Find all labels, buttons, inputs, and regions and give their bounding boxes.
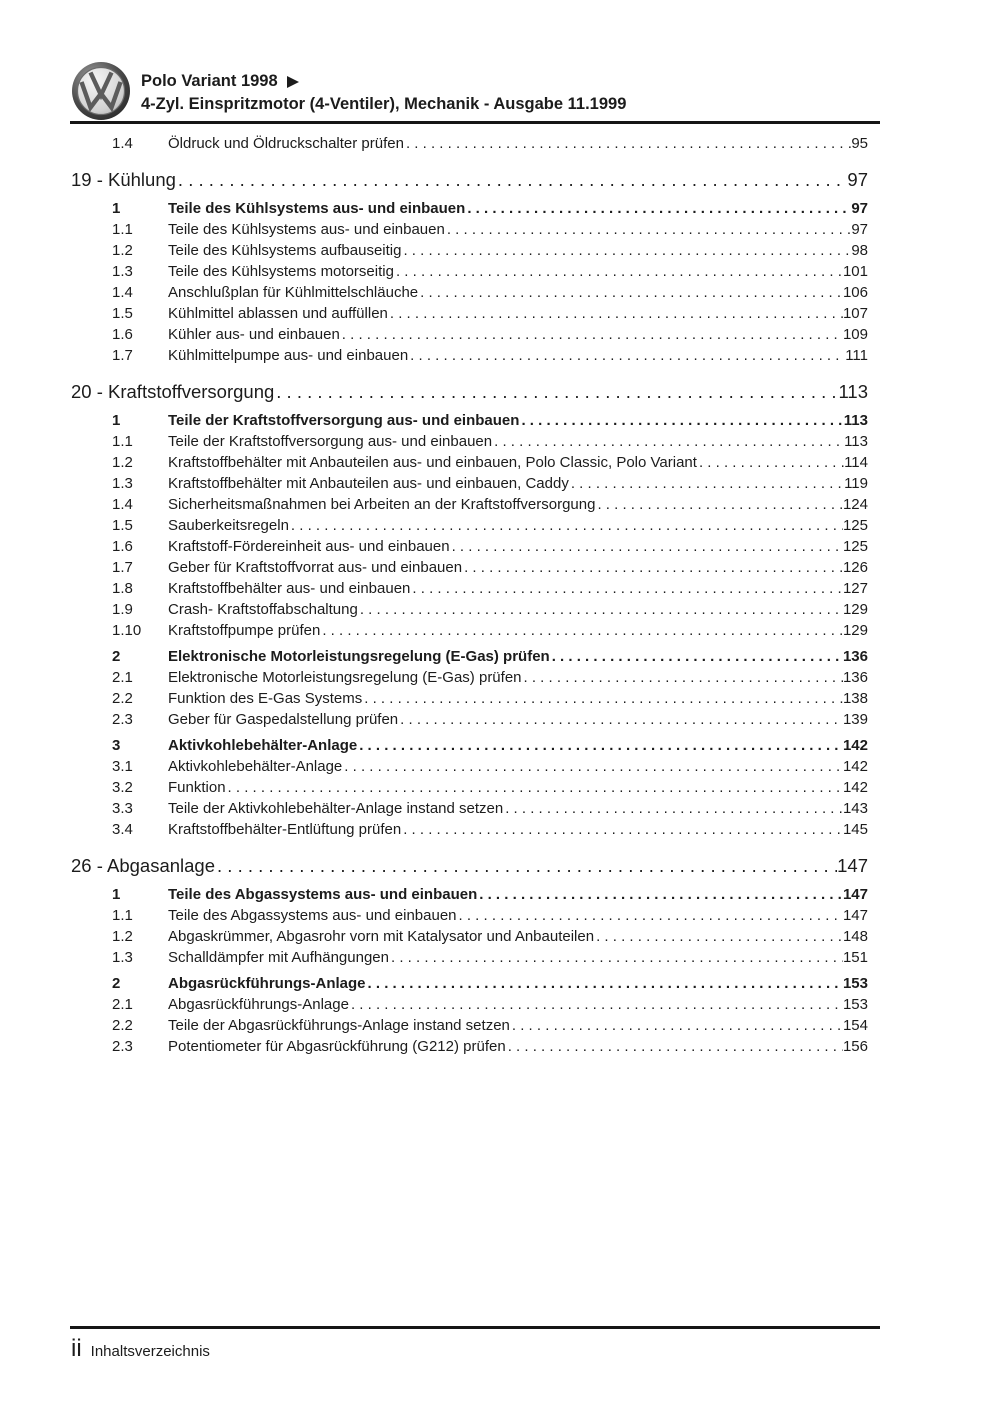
toc-entry-title: 20 - Kraftstoffversorgung xyxy=(71,381,275,402)
toc-entry-page: 114 xyxy=(844,454,868,471)
toc-entry-number: 3.2 xyxy=(112,779,133,796)
toc-entry-number: 1.3 xyxy=(112,949,133,966)
toc-entry-number: 1.4 xyxy=(112,284,133,301)
toc-entry xyxy=(71,452,868,473)
toc-entry-number: 1 xyxy=(112,200,121,217)
toc-entry-page: 95 xyxy=(851,135,868,152)
toc-entry-page: 142 xyxy=(842,758,868,775)
footer-label: Inhaltsverzeichnis xyxy=(90,1343,210,1360)
toc-entry-page: 125 xyxy=(842,538,868,555)
dot-leader xyxy=(400,709,843,730)
dot-leader xyxy=(390,303,843,324)
toc-entry xyxy=(71,578,868,599)
toc-entry-number: 1.10 xyxy=(112,622,142,639)
toc-entry-number: 3 xyxy=(112,737,121,754)
toc-entry-page: 142 xyxy=(842,737,868,754)
toc-entry-title: Teile des Kühlsystems aufbauseitig xyxy=(168,242,402,259)
toc-entry-page: 113 xyxy=(844,433,868,450)
toc-entry xyxy=(71,240,868,261)
toc-entry xyxy=(71,536,868,557)
toc-entry-title: Geber für Gaspedalstellung prüfen xyxy=(168,711,399,728)
toc-entry-page: 129 xyxy=(842,601,868,618)
toc-entry xyxy=(71,219,868,240)
dot-leader xyxy=(342,324,843,345)
toc-entry-page: 148 xyxy=(842,928,868,945)
toc-entry-title: Crash- Kraftstoffabschaltung xyxy=(168,601,358,618)
header-subtitle-text: 4-Zyl. Einspritzmotor (4-Ventiler), Mechanik - Ausgabe 11.1999 xyxy=(141,95,627,113)
toc-entry-number: 2.2 xyxy=(112,1017,133,1034)
vw-logo-icon xyxy=(71,61,131,121)
toc-entry-title: Teile des Kühlsystems aus- und einbauen xyxy=(168,221,445,238)
toc-entry xyxy=(71,198,868,219)
toc-entry xyxy=(71,1015,868,1036)
toc-entry xyxy=(71,905,868,926)
toc-entry-number: 2.3 xyxy=(112,1038,133,1055)
toc-entry-page: 125 xyxy=(842,517,868,534)
toc-entry xyxy=(71,973,868,994)
dot-leader xyxy=(410,345,845,366)
toc-entry-title: Aktivkohlebehälter-Anlage xyxy=(168,737,358,754)
toc-entry-number: 2 xyxy=(112,975,121,992)
header-rule xyxy=(70,121,880,124)
toc-entry-page: 97 xyxy=(847,169,868,190)
toc-entry xyxy=(71,557,868,578)
dot-leader xyxy=(406,133,851,154)
dot-leader xyxy=(351,994,843,1015)
dot-leader xyxy=(479,884,843,905)
header-model-text: Polo Variant 1998 xyxy=(141,72,278,90)
dot-leader xyxy=(344,756,843,777)
dot-leader xyxy=(464,557,843,578)
toc-entry xyxy=(71,735,868,756)
toc-entry-number: 1.4 xyxy=(112,135,133,152)
toc-entry-title: Geber für Kraftstoffvorrat aus- und einbauen xyxy=(168,559,463,576)
toc-entry-page: 147 xyxy=(842,907,868,924)
toc-entry-title: Teile des Abgassystems aus- und einbauen xyxy=(168,886,478,903)
toc-entry-title: Teile der Kraftstoffversorgung aus- und einbauen xyxy=(168,433,493,450)
toc-entry-title: Kraftstoffpumpe prüfen xyxy=(168,622,321,639)
toc-entry-page: 97 xyxy=(851,200,868,217)
toc-entry-page: 107 xyxy=(842,305,868,322)
dot-leader xyxy=(508,1036,843,1057)
toc-entry-page: 156 xyxy=(842,1038,868,1055)
toc-entry-page: 154 xyxy=(842,1017,868,1034)
toc-entry-title: Sicherheitsmaßnahmen bei Arbeiten an der Kraftstoffversorgung xyxy=(168,496,596,513)
toc-entry xyxy=(71,756,868,777)
toc-entry-title: Kraftstoffbehälter mit Anbauteilen aus- und einbauen, Polo Classic, Polo Variant xyxy=(168,454,697,471)
toc-entry xyxy=(71,515,868,536)
toc-entry-number: 2.3 xyxy=(112,711,133,728)
toc-entry-title: Kraftstoffbehälter aus- und einbauen xyxy=(168,580,411,597)
toc-entry-title: Teile des Abgassystems aus- und einbauen xyxy=(168,907,457,924)
toc-entry-title: Kraftstoffbehälter mit Anbauteilen aus- und einbauen, Caddy xyxy=(168,475,569,492)
toc-entry-page: 139 xyxy=(842,711,868,728)
toc-entry xyxy=(71,599,868,620)
dot-leader xyxy=(217,853,837,879)
toc-entry-title: Kraftstoffbehälter-Entlüftung prüfen xyxy=(168,821,402,838)
dot-leader xyxy=(276,379,838,405)
dot-leader xyxy=(228,777,843,798)
dot-leader xyxy=(368,973,843,994)
dot-leader xyxy=(596,926,843,947)
dot-leader xyxy=(494,431,844,452)
dot-leader xyxy=(360,599,843,620)
toc-entry xyxy=(71,884,868,905)
toc-entry xyxy=(71,667,868,688)
toc-entry-number: 1.6 xyxy=(112,538,133,555)
toc-entry-number: 3.3 xyxy=(112,800,133,817)
toc-entry-title: Kühler aus- und einbauen xyxy=(168,326,340,343)
header-model-line xyxy=(141,70,626,93)
arrow-right-icon xyxy=(287,76,299,88)
toc-entry-page: 147 xyxy=(842,886,868,903)
toc-entry-number: 1.6 xyxy=(112,326,133,343)
toc-entry-title: Abgasrückführungs-Anlage xyxy=(168,996,349,1013)
toc-entry xyxy=(71,324,868,345)
dot-leader xyxy=(699,452,844,473)
footer-rule xyxy=(70,1326,880,1329)
toc-entry-title: Teile des Kühlsystems motorseitig xyxy=(168,263,394,280)
toc-entry-number: 2.1 xyxy=(112,669,133,686)
toc-entry-title: Teile der Kraftstoffversorgung aus- und einbauen xyxy=(168,412,520,429)
toc-entry-page: 119 xyxy=(844,475,868,492)
toc-entry-number: 3.4 xyxy=(112,821,133,838)
toc-entry xyxy=(71,688,868,709)
toc-entry xyxy=(71,819,868,840)
toc-entry-number: 2.1 xyxy=(112,996,133,1013)
dot-leader xyxy=(524,667,843,688)
toc-entry-title: Teile der Aktivkohlebehälter-Anlage instand setzen xyxy=(168,800,504,817)
toc-entry xyxy=(71,947,868,968)
toc-entry xyxy=(71,410,868,431)
toc-entry-number: 1.8 xyxy=(112,580,133,597)
toc-entry xyxy=(71,303,868,324)
dot-leader xyxy=(459,905,843,926)
toc-entry-page: 98 xyxy=(851,242,868,259)
toc-entry-page: 127 xyxy=(842,580,868,597)
dot-leader xyxy=(364,688,843,709)
toc-entry-page: 142 xyxy=(842,779,868,796)
toc-entry-number: 1.3 xyxy=(112,475,133,492)
toc-entry xyxy=(71,494,868,515)
toc-entry xyxy=(71,798,868,819)
toc-entry-page: 151 xyxy=(842,949,868,966)
toc-entry xyxy=(71,853,868,879)
page-footer xyxy=(71,1334,210,1364)
toc-entry xyxy=(71,709,868,730)
toc-entry-title: Teile der Abgasrückführungs-Anlage instand setzen xyxy=(168,1017,510,1034)
dot-leader xyxy=(467,198,851,219)
toc-entry-title: Potentiometer für Abgasrückführung (G212) prüfen xyxy=(168,1038,506,1055)
toc-entry xyxy=(71,431,868,452)
toc-entry-number: 2.2 xyxy=(112,690,133,707)
toc-entry-page: 147 xyxy=(837,855,868,876)
toc-entry-page: 129 xyxy=(842,622,868,639)
toc-entry-number: 1.2 xyxy=(112,242,133,259)
table-of-contents xyxy=(71,133,868,1057)
toc-entry-page: 145 xyxy=(842,821,868,838)
toc-entry xyxy=(71,926,868,947)
dot-leader xyxy=(178,167,848,193)
toc-entry xyxy=(71,261,868,282)
dot-leader xyxy=(521,410,843,431)
toc-entry-number: 1.7 xyxy=(112,347,133,364)
toc-entry-title: Aktivkohlebehälter-Anlage xyxy=(168,758,343,775)
dot-leader xyxy=(396,261,843,282)
toc-entry-title: Öldruck und Öldruckschalter prüfen xyxy=(168,135,404,152)
dot-leader xyxy=(412,578,843,599)
toc-entry-title: Sauberkeitsregeln xyxy=(168,517,289,534)
toc-entry-number: 1.9 xyxy=(112,601,133,618)
toc-entry-title: Elektronische Motorleistungsregelung (E-Gas) prüfen xyxy=(168,669,522,686)
dot-leader xyxy=(552,646,843,667)
toc-entry-title: Kühlmittelpumpe aus- und einbauen xyxy=(168,347,409,364)
toc-entry-title: Funktion xyxy=(168,779,226,796)
toc-entry-number: 1.5 xyxy=(112,517,133,534)
toc-entry xyxy=(71,133,868,154)
dot-leader xyxy=(391,947,843,968)
toc-entry-page: 153 xyxy=(842,996,868,1013)
toc-entry-number: 1.2 xyxy=(112,928,133,945)
toc-entry xyxy=(71,1036,868,1057)
dot-leader xyxy=(322,620,843,641)
dot-leader xyxy=(403,819,843,840)
toc-entry-page: 113 xyxy=(843,412,868,429)
toc-entry-number: 3.1 xyxy=(112,758,133,775)
toc-entry xyxy=(71,379,868,405)
toc-entry-page: 109 xyxy=(842,326,868,343)
dot-leader xyxy=(447,219,851,240)
toc-entry-title: 19 - Kühlung xyxy=(71,169,176,190)
dot-leader xyxy=(597,494,843,515)
toc-entry xyxy=(71,646,868,667)
toc-entry-page: 97 xyxy=(851,221,868,238)
toc-entry-page: 101 xyxy=(842,263,868,280)
toc-entry-title: Kühlmittel ablassen und auffüllen xyxy=(168,305,388,322)
toc-entry-title: Schalldämpfer mit Aufhängungen xyxy=(168,949,389,966)
toc-entry-number: 1.1 xyxy=(112,221,133,238)
toc-entry xyxy=(71,620,868,641)
dot-leader xyxy=(512,1015,843,1036)
toc-entry xyxy=(71,167,868,193)
toc-entry-number: 1.4 xyxy=(112,496,133,513)
toc-entry xyxy=(71,473,868,494)
toc-entry-title: Teile des Kühlsystems aus- und einbauen xyxy=(168,200,466,217)
footer-page-number: ii xyxy=(71,1335,82,1362)
toc-entry-number: 1.7 xyxy=(112,559,133,576)
toc-entry xyxy=(71,777,868,798)
dot-leader xyxy=(571,473,844,494)
toc-entry-page: 153 xyxy=(842,975,868,992)
toc-entry-number: 1.2 xyxy=(112,454,133,471)
toc-entry-title: Elektronische Motorleistungsregelung (E-Gas) prüfen xyxy=(168,648,550,665)
header-subtitle-line xyxy=(141,93,626,116)
toc-entry xyxy=(71,345,868,366)
toc-entry-page: 113 xyxy=(838,381,868,402)
toc-entry-title: 26 - Abgasanlage xyxy=(71,855,216,876)
toc-entry-page: 111 xyxy=(845,347,868,364)
dot-leader xyxy=(359,735,843,756)
toc-entry-number: 2 xyxy=(112,648,121,665)
dot-leader xyxy=(291,515,843,536)
toc-entry-title: Abgasrückführungs-Anlage xyxy=(168,975,366,992)
toc-entry-number: 1.3 xyxy=(112,263,133,280)
toc-entry-number: 1 xyxy=(112,412,121,429)
toc-entry-number: 1.1 xyxy=(112,907,133,924)
toc-entry-page: 136 xyxy=(842,669,868,686)
toc-entry-number: 1 xyxy=(112,886,121,903)
dot-leader xyxy=(452,536,843,557)
toc-entry-number: 1.5 xyxy=(112,305,133,322)
toc-entry-page: 126 xyxy=(842,559,868,576)
toc-entry-number: 1.1 xyxy=(112,433,133,450)
toc-entry xyxy=(71,994,868,1015)
toc-entry-page: 143 xyxy=(842,800,868,817)
toc-entry-title: Kraftstoff-Fördereinheit aus- und einbauen xyxy=(168,538,450,555)
toc-entry-page: 106 xyxy=(842,284,868,301)
dot-leader xyxy=(403,240,851,261)
toc-entry-page: 124 xyxy=(842,496,868,513)
toc-entry-page: 136 xyxy=(842,648,868,665)
dot-leader xyxy=(420,282,843,303)
toc-entry-title: Anschlußplan für Kühlmittelschläuche xyxy=(168,284,419,301)
toc-entry xyxy=(71,282,868,303)
toc-entry-title: Abgaskrümmer, Abgasrohr vorn mit Katalysator und Anbauteilen xyxy=(168,928,595,945)
toc-entry-title: Funktion des E-Gas Systems xyxy=(168,690,363,707)
toc-entry-page: 138 xyxy=(842,690,868,707)
dot-leader xyxy=(505,798,843,819)
